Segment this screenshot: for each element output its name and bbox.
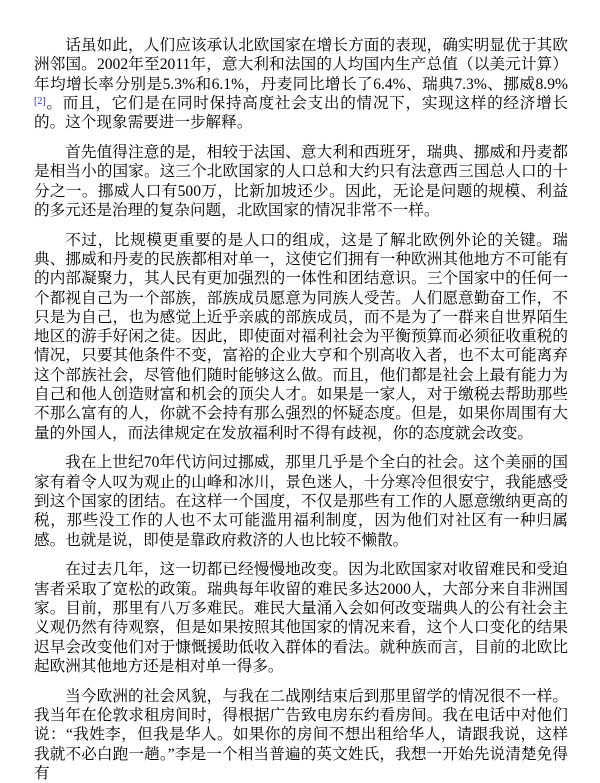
- paragraph: [34, 453, 568, 549]
- paragraph-text: 。而且，它们是在同时保持高度社会支出的情况下，实现这样的经济增长的。这个现象需要进一步解释。: [34, 94, 568, 132]
- footnote-ref-link[interactable]: [2]: [34, 95, 46, 107]
- paragraph-text: 不过，比规模更重要的是人口的组成，这是了解北欧例外论的关键。瑞典、挪威和丹麦的民族都相对单一，这使它们拥有一种欧洲其他地方不可能有的内部凝聚力，其人民有更加强烈的一体性和团结意识。三个国家中的任何一个都视自己为一个部族，部族成员愿意为同族人受苦。人们愿意勤奋工作，不只是为自己，也为感觉上近乎亲戚的部族成员，而不是为了一群来自世界陌生地区的游手好闲之徒。因此，即使面对福利社会为平衡预算而必须征收重税的情况，只要其他条件不变，富裕的企业大亨和个别高收入者，也不太可能离弃这个部族社会，尽管他们随时能够这么做。而且，他们都是社会上最有能力为自己和他人创造财富和机会的顶尖人才。如果是一家人，对于缴税去帮助那些不那么富有的人，你就不会持有那么强烈的怀疑态度。但是，如果你周围有大量的外国人，而法律规定在发放福利时不得有歧视，你的态度就会改变。: [34, 231, 568, 442]
- paragraph: [34, 36, 568, 132]
- paragraph: [34, 560, 568, 676]
- paragraph-text: 在过去几年，这一切都已经慢慢地改变。因为北欧国家对收留难民和受迫害者采取了宽松的政策。瑞典每年收留的难民多达2000人，大部分来自非洲国家。目前，那里有八万多难民。难民大量涌入会如何改变瑞典人的公有社会主义观仍然有待观察，但是如果按照其他国家的情况来看，这个人口变化的结果迟早会改变他们对于慷慨援助低收入群体的看法。就种族而言，目前的北欧比起欧洲其他地方还是相对单一得多。: [34, 561, 568, 675]
- paragraph-text: 当今欧洲的社会风貌，与我在二战刚结束后到那里留学的情况很不一样。我当年在伦敦求租房间时，得根据广告致电房东约看房间。我在电话中对他们说：“我姓李，但我是华人。如果你的房间不想出租给华人，请跟我说，这样我就不必白跑一趟。”李是一个相当普遍的英文姓氏，我想一开始先说清楚免得有: [34, 687, 568, 782]
- paragraph-text: 首先值得注意的是，相较于法国、意大利和西班牙，瑞典、挪威和丹麦都是相当小的国家。这三个北欧国家的人口总和大约只有法意西三国总人口的十分之一。挪威人口有500万，比新加坡还少。因此，无论是问题的规模、利益的多元还是治理的复杂问题，北欧国家的情况非常不一样。: [34, 143, 568, 219]
- paragraph: [34, 143, 568, 220]
- paragraph: [34, 687, 568, 783]
- paragraph-text: 话虽如此，人们应该承认北欧国家在增长方面的表现，确实明显优于其欧洲邻国。2002年至2011年，意大利和法国的人均国内生产总值（以美元计算）年均增长率分别是5.3%和6.1%，丹麦同比增长了6.4%、瑞典7.3%、挪威8.9%: [34, 37, 568, 93]
- paragraph-text: 我在上世纪70年代访问过挪威，那里几乎是个全白的社会。这个美丽的国家有着令人叹为观止的山峰和冰川，景色迷人，十分寒冷但很安宁，我能感受到这个国家的团结。在这样一个国度，不仅是那些有工作的人愿意缴纳更高的税，那些没工作的人也不太可能滥用福利制度，因为他们对社区有一种归属感。也就是说，即使是靠政府救济的人也比较不懒散。: [34, 454, 568, 549]
- paragraph: [34, 231, 568, 443]
